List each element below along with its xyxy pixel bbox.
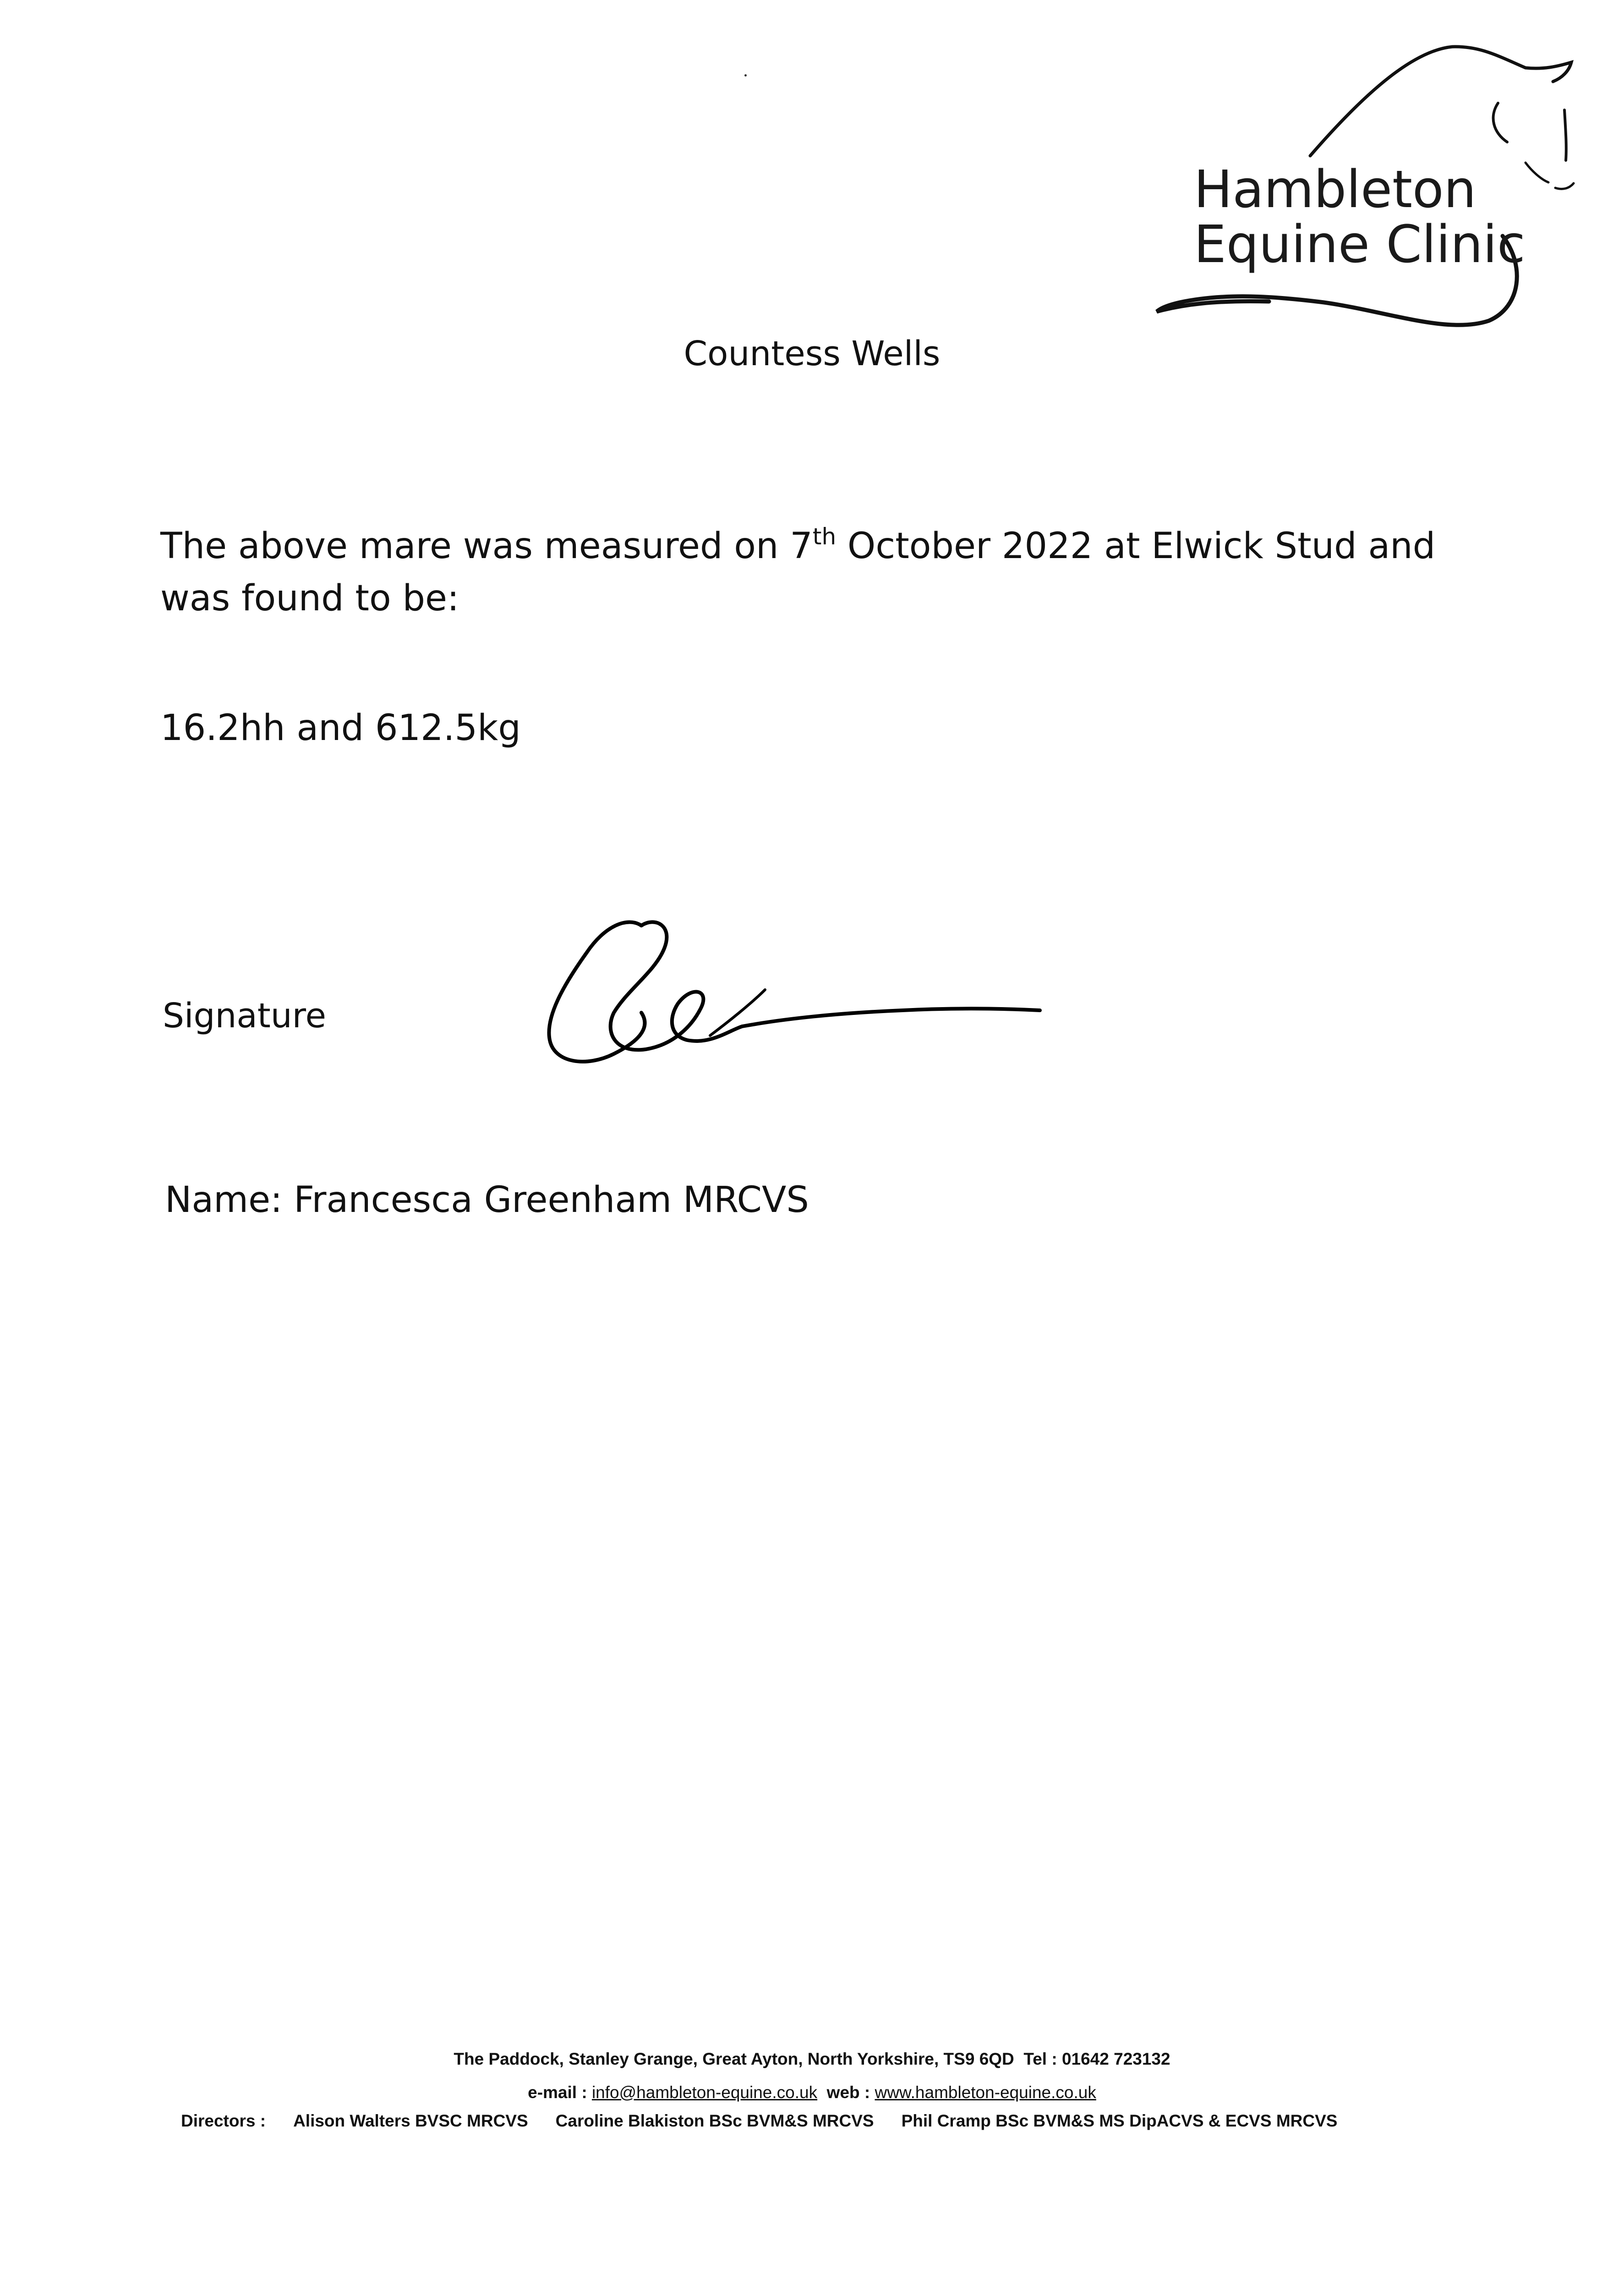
address-text: The Paddock, Stanley Grange, Great Ayton, North Yorkshire, TS9 6QD <box>454 2050 1014 2068</box>
statement-part-1: The above mare was measured on 7 <box>160 526 813 567</box>
footer-contact <box>0 2084 1624 2101</box>
email-link[interactable]: info@hambleton-equine.co.uk <box>591 2083 818 2102</box>
logo-text-equine-clinic: Equine Clinic <box>1194 215 1526 274</box>
statement-part-2: October 2022 at Elwick Stud and was found to be: <box>160 526 1436 619</box>
measurement-value: 16.2hh and 612.5kg <box>160 707 521 749</box>
ordinal-suffix: th <box>812 523 837 550</box>
directors-label: Directors : <box>181 2111 266 2130</box>
tel-label: Tel : <box>1023 2050 1057 2068</box>
measurement-statement <box>160 522 1489 623</box>
web-label: web : <box>826 2083 870 2102</box>
director-1: Alison Walters BVSC MRCVS <box>293 2111 528 2130</box>
clinic-logo <box>1132 18 1585 339</box>
page-title: Countess Wells <box>684 334 940 373</box>
signature-label: Signature <box>163 996 326 1036</box>
scan-speck <box>744 74 747 77</box>
director-3: Phil Cramp BSc BVM&S MS DipACVS & ECVS MRCVS <box>901 2111 1338 2130</box>
director-2: Caroline Blakiston BSc BVM&S MRCVS <box>555 2111 874 2130</box>
web-link[interactable]: www.hambleton-equine.co.uk <box>875 2083 1096 2102</box>
email-label: e-mail : <box>528 2083 587 2102</box>
handwritten-signature <box>536 898 1063 1091</box>
logo-text-hambleton: Hambleton <box>1194 160 1476 219</box>
footer-directors <box>181 2112 1365 2129</box>
tel-value: 01642 723132 <box>1061 2050 1170 2068</box>
signatory-name: Name: Francesca Greenham MRCVS <box>165 1179 809 1221</box>
footer-address <box>0 2050 1624 2067</box>
